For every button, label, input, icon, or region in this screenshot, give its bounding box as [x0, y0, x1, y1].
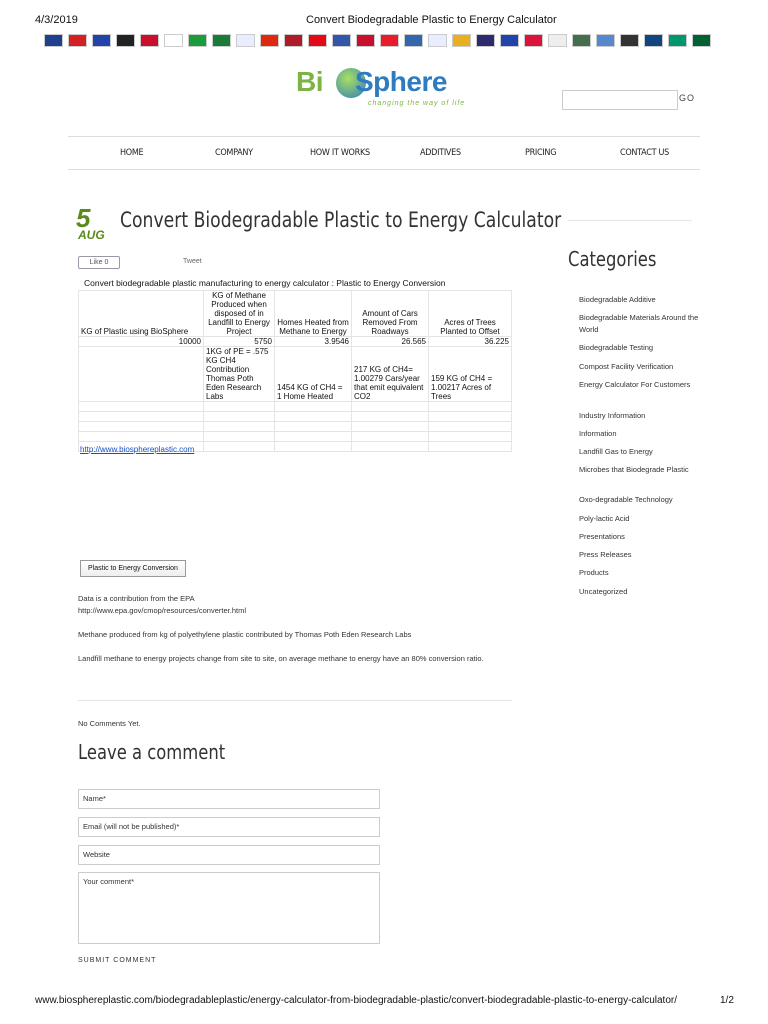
- slovenia-flag-icon[interactable]: [332, 34, 351, 47]
- south-korea-flag-icon[interactable]: [548, 34, 567, 47]
- submit-comment-button[interactable]: SUBMIT COMMENT: [78, 957, 157, 964]
- value-cell: 10000: [79, 337, 204, 347]
- hungary-flag-icon[interactable]: [572, 34, 591, 47]
- tweet-button[interactable]: Tweet: [183, 258, 202, 265]
- nav-additives[interactable]: ADDITIVES: [420, 148, 461, 158]
- value-cell: 5750: [204, 337, 275, 347]
- no-comments-text: No Comments Yet.: [78, 719, 141, 728]
- france-flag-icon[interactable]: [92, 34, 111, 47]
- bulgaria-flag-icon[interactable]: [668, 34, 687, 47]
- nav-home[interactable]: HOME: [120, 148, 144, 158]
- category-link[interactable]: Energy Calculator For Customers: [579, 380, 691, 389]
- table-row: [79, 432, 512, 442]
- note-cell: 1KG of PE = .575 KG CH4 Contribution Thomas Poth Eden Research Labs: [204, 347, 275, 402]
- logo-tagline: changing the way of life: [368, 100, 466, 107]
- biosphere-logo[interactable]: [292, 66, 482, 110]
- denmark-flag-icon[interactable]: [140, 34, 159, 47]
- main-nav: [68, 136, 700, 170]
- header-cell: KG of Methane Produced when disposed of in Landfill to Energy Project: [204, 291, 275, 337]
- calculator-title: Convert biodegradable plastic manufacturing to energy calculator : Plastic to Energy Conversion: [84, 278, 446, 288]
- table-row: [79, 337, 512, 347]
- category-link[interactable]: Industry Information: [579, 411, 646, 420]
- nav-pricing[interactable]: PRICING: [525, 148, 557, 158]
- algeria-flag-icon[interactable]: [692, 34, 711, 47]
- category-link[interactable]: Biodegradable Additive: [579, 295, 656, 304]
- table-row: [79, 291, 512, 337]
- catalonia-flag-icon[interactable]: [452, 34, 471, 47]
- name-field[interactable]: Name*: [78, 789, 380, 809]
- category-link[interactable]: Poly-lactic Acid: [579, 514, 630, 523]
- category-link[interactable]: Press Releases: [579, 550, 632, 559]
- header-cell: Acres of Trees Planted to Offset: [429, 291, 512, 337]
- note-cell: 159 KG of CH4 = 1.00217 Acres of Trees: [429, 347, 512, 402]
- table-row: [79, 402, 512, 412]
- email-field[interactable]: Email (will not be published)*: [78, 817, 380, 837]
- china-flag-icon[interactable]: [260, 34, 279, 47]
- sidebar-divider: [568, 220, 692, 221]
- search-go-button[interactable]: GO: [679, 93, 696, 103]
- print-url: www.biosphereplastic.com/biodegradableplastic/energy-calculator-from-biodegradable-plastic/convert-biodegradable-plastic-to-energy-calculator/: [35, 995, 677, 1006]
- logo-bio-text: Bi: [296, 66, 323, 97]
- japan-flag-icon[interactable]: [164, 34, 183, 47]
- post-month: AUG: [78, 228, 105, 242]
- indonesia-flag-icon[interactable]: [380, 34, 399, 47]
- austria-flag-icon[interactable]: [356, 34, 375, 47]
- nav-contact-us[interactable]: CONTACT US: [620, 148, 669, 158]
- leave-comment-heading: Leave a comment: [78, 740, 226, 764]
- table-row: [79, 347, 512, 402]
- estonia-flag-icon[interactable]: [620, 34, 639, 47]
- nav-how-it-works[interactable]: HOW IT WORKS: [310, 148, 370, 158]
- poland-flag-icon[interactable]: [524, 34, 543, 47]
- plastic-to-energy-button[interactable]: Plastic to Energy Conversion: [80, 560, 186, 577]
- note-cell: 1454 KG of CH4 = 1 Home Heated: [275, 347, 352, 402]
- israel-flag-icon[interactable]: [236, 34, 255, 47]
- header-cell: KG of Plastic using BioSphere: [79, 291, 204, 337]
- website-field[interactable]: Website: [78, 845, 380, 865]
- note-cell: 217 KG of CH4= 1.00279 Cars/year that emit equivalent CO2: [352, 347, 429, 402]
- divider: [78, 700, 512, 701]
- table-row: [79, 412, 512, 422]
- note-cell: [79, 347, 204, 402]
- greece-flag-icon[interactable]: [596, 34, 615, 47]
- post-day: 5: [76, 203, 91, 233]
- category-link[interactable]: Landfill Gas to Energy: [579, 447, 653, 456]
- category-link[interactable]: Information: [579, 429, 617, 438]
- print-title: Convert Biodegradable Plastic to Energy Calculator: [306, 14, 557, 26]
- page-title: Convert Biodegradable Plastic to Energy Calculator: [120, 208, 562, 232]
- spain-flag-icon[interactable]: [68, 34, 87, 47]
- epa-source-text: Data is a contribution from the EPA: [78, 594, 195, 603]
- netherlands-flag-icon[interactable]: [284, 34, 303, 47]
- comment-textarea[interactable]: Your comment*: [78, 872, 380, 944]
- germany-flag-icon[interactable]: [116, 34, 135, 47]
- category-link[interactable]: Biodegradable Materials Around the World: [579, 313, 699, 334]
- turkey-flag-icon[interactable]: [308, 34, 327, 47]
- facebook-like-button[interactable]: Like 0: [78, 256, 120, 269]
- header-cell: Amount of Cars Removed From Roadways: [352, 291, 429, 337]
- finland-flag-icon[interactable]: [428, 34, 447, 47]
- header-cell: Homes Heated from Methane to Energy: [275, 291, 352, 337]
- table-row: [79, 422, 512, 432]
- epa-url-link[interactable]: http://www.epa.gov/cmop/resources/converter.html: [78, 606, 246, 615]
- category-link[interactable]: Compost Facility Verification: [579, 362, 674, 371]
- calculator-table: [78, 290, 512, 452]
- value-cell: 3.9546: [275, 337, 352, 347]
- category-link[interactable]: Microbes that Biodegrade Plastic: [579, 465, 689, 474]
- categories-heading: Categories: [568, 247, 657, 271]
- value-cell: 36.225: [429, 337, 512, 347]
- category-link[interactable]: Oxo-degradable Technology: [579, 495, 673, 504]
- uk-flag-icon[interactable]: [44, 34, 63, 47]
- search-input[interactable]: [562, 90, 678, 110]
- category-link[interactable]: Uncategorized: [579, 587, 628, 596]
- print-page: 1/2: [720, 995, 734, 1006]
- category-link[interactable]: Products: [579, 568, 609, 577]
- italy-flag-icon[interactable]: [188, 34, 207, 47]
- category-link[interactable]: Biodegradable Testing: [579, 343, 654, 352]
- print-date: 4/3/2019: [35, 14, 78, 26]
- methane-source-text: Methane produced from kg of polyethylene plastic contributed by Thomas Poth Eden Research Labs: [78, 630, 412, 639]
- czech-flag-icon[interactable]: [644, 34, 663, 47]
- korea-north-flag-icon[interactable]: [404, 34, 423, 47]
- value-cell: 26.565: [352, 337, 429, 347]
- category-link[interactable]: Presentations: [579, 532, 625, 541]
- portugal-flag-icon[interactable]: [212, 34, 231, 47]
- nav-company[interactable]: COMPANY: [215, 148, 253, 158]
- conversion-ratio-text: Landfill methane to energy projects change from site to site, on average methane to energy have an 80% conversion ratio.: [78, 654, 484, 663]
- thailand-flag-icon[interactable]: [476, 34, 495, 47]
- slovakia-flag-icon[interactable]: [500, 34, 519, 47]
- biosphere-link[interactable]: http://www.biosphereplastic.com: [80, 445, 195, 454]
- language-flags: [44, 34, 734, 48]
- logo-sphere-text: Sphere: [355, 66, 447, 97]
